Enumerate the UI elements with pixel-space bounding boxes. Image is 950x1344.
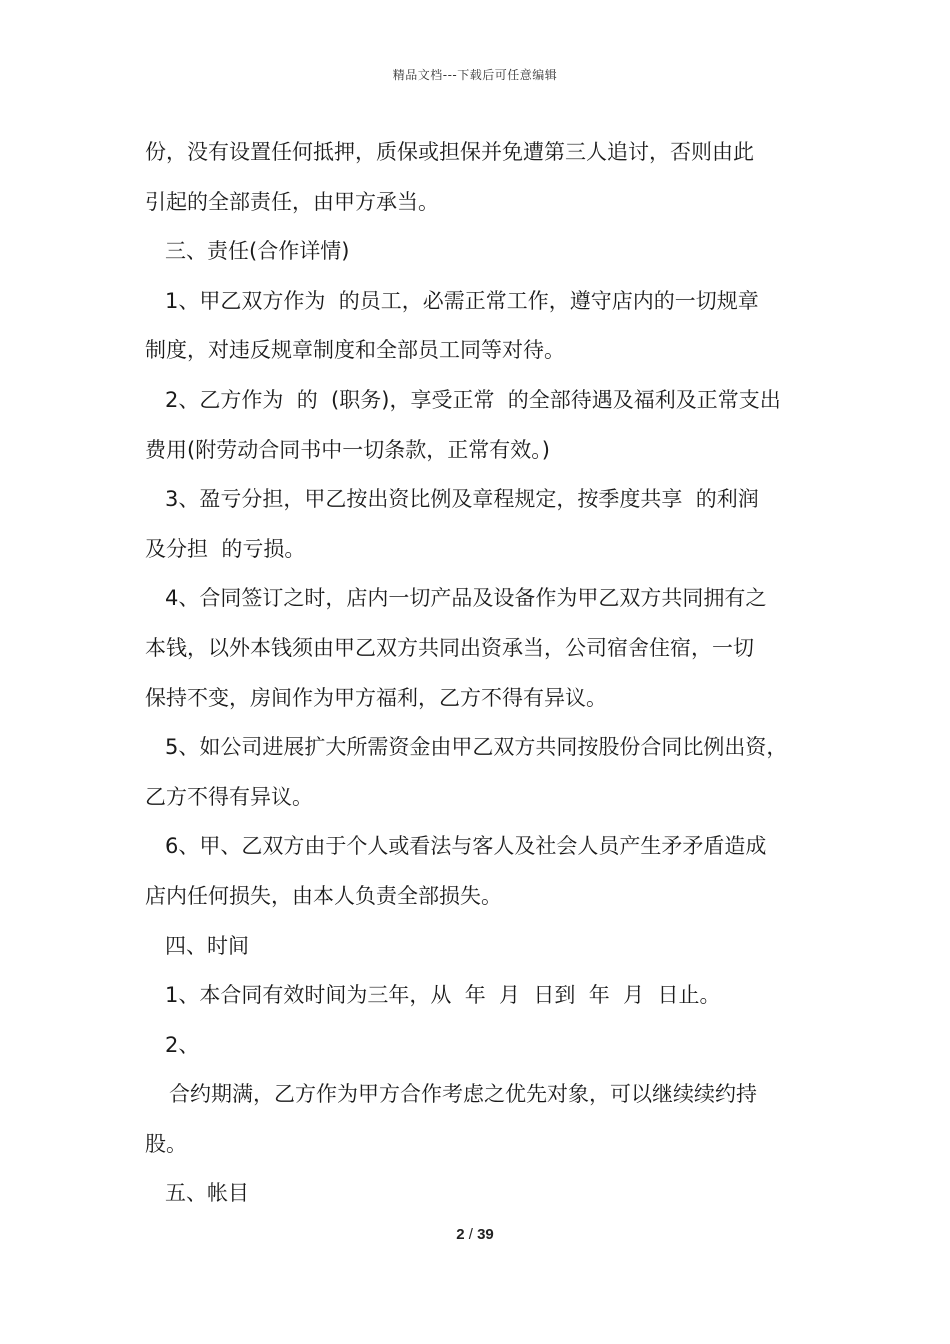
body-line: 1、本合同有效时间为三年，从 年 月 日到 年 月 日止。 — [165, 983, 721, 1008]
body-line: 1、甲乙双方作为 的员工，必需正常工作，遵守店内的一切规章 — [165, 288, 759, 313]
body-line: 份，没有设置任何抵押，质保或担保并免遭第三人追讨，否则由此 — [145, 140, 754, 164]
body-line: 股。 — [145, 1131, 187, 1156]
body-line: 及分担 的亏损。 — [145, 536, 306, 561]
body-line: 乙方不得有异议。 — [145, 784, 313, 809]
body-line: 3、盈亏分担，甲乙按出资比例及章程规定，按季度共享 的利润 — [165, 487, 759, 512]
body-line: 制度，对违反规章制度和全部员工同等对待。 — [145, 338, 565, 363]
body-line: 店内任何损失，由本人负责全部损失。 — [145, 883, 502, 908]
document-body — [145, 128, 825, 1219]
page-number — [0, 1226, 950, 1243]
section-heading: 三、责任(合作详情) — [165, 239, 350, 264]
body-line: 6、甲、乙双方由于个人或看法与客人及社会人员产生矛矛盾造成 — [165, 834, 767, 859]
body-line: 本钱，以外本钱须由甲乙双方共同出资承当，公司宿舍住宿，一切 — [145, 635, 754, 660]
body-line: 2、乙方作为 的 (职务)，享受正常 的全部待遇及福利及正常支出 — [165, 387, 781, 412]
section-heading: 五、帐目 — [165, 1181, 249, 1206]
page-header: 精品文档---下载后可任意编辑 — [392, 68, 558, 82]
body-line: 合约期满，乙方作为甲方合作考虑之优先对象，可以继续续约持 — [169, 1082, 757, 1107]
body-line: 5、如公司进展扩大所需资金由甲乙双方共同按股份合同比例出资， — [165, 735, 788, 760]
page-separator: / — [468, 1226, 473, 1243]
body-line: 保持不变，房间作为甲方福利，乙方不得有异议。 — [145, 685, 607, 710]
body-line: 引起的全部责任，由甲方承当。 — [145, 189, 439, 214]
body-line: 2、 — [165, 1032, 200, 1057]
body-line: 费用(附劳动合同书中一切条款，正常有效。) — [145, 437, 550, 462]
body-line: 4、合同签订之时，店内一切产品及设备作为甲乙双方共同拥有之 — [165, 586, 767, 611]
current-page-number: 2 — [456, 1226, 465, 1243]
total-pages-number: 39 — [477, 1226, 494, 1243]
section-heading: 四、时间 — [165, 933, 249, 958]
